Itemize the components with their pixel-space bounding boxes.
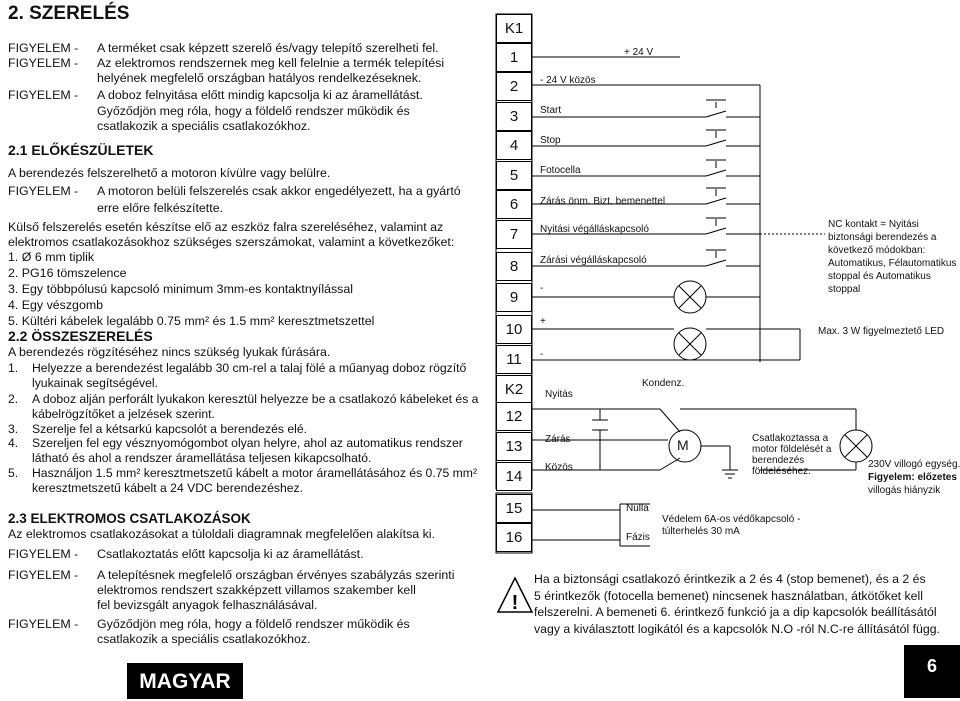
list-item: 5. Kültéri kábelek legalább 0.75 mm² és 1.5 mm² keresztmetszettel bbox=[8, 314, 375, 328]
motor-note: motor földelését a bbox=[752, 444, 832, 455]
step-text: keresztmetszetű kábelt a 24 VDC berendezéshez. bbox=[32, 481, 303, 495]
step-number: 5. bbox=[8, 466, 19, 480]
terminal-5: 5 bbox=[496, 161, 532, 190]
nc-note: Automatikus, Félautomatikus bbox=[828, 258, 957, 269]
language-tab: MAGYAR bbox=[127, 663, 243, 699]
nc-note: stoppal bbox=[828, 284, 861, 295]
warn-tag: FIGYELEM - bbox=[8, 568, 79, 582]
step-number: 3. bbox=[8, 422, 19, 436]
warn-text: A terméket csak képzett szerelő és/vagy telepítő szerelheti fel. bbox=[97, 41, 439, 55]
subsection-title: 2.1 ELŐKÉSZÜLETEK bbox=[8, 142, 154, 158]
label-opening: Nyitás bbox=[545, 389, 573, 400]
terminal-7: 7 bbox=[496, 220, 532, 249]
label-open-limit: Nyitási végálláskapcsoló bbox=[540, 224, 649, 235]
nc-note: következő módokban: bbox=[828, 245, 926, 256]
step-text: A doboz alján perforált lyukakon keresztül helyezze be a csatlakozó kábeleket és a bbox=[32, 392, 479, 406]
label-minus: - bbox=[540, 349, 544, 360]
warn-tag: FIGYELEM - bbox=[8, 184, 79, 198]
step-text: látható és ahol a rendszer áramellátása teljesen kikapcsolható. bbox=[32, 451, 372, 465]
terminal-13: 13 bbox=[496, 432, 532, 461]
warn-tag: FIGYELEM - bbox=[8, 41, 79, 55]
warn-text: erre előre felkészítette. bbox=[97, 201, 224, 215]
warn-text: helyének megfelelő országban hatályos rendelkezéseknek. bbox=[97, 71, 422, 85]
label-start: Start bbox=[540, 105, 562, 116]
led-note: Max. 3 W figyelmeztető LED bbox=[818, 326, 945, 337]
terminal-15: 15 bbox=[496, 494, 532, 523]
paragraph: Külső felszerelés esetén készítse elő az eszköz falra szereléséhez, valamint az bbox=[8, 220, 444, 234]
step-text: kábelrögzítőket a jelzések szerint. bbox=[32, 407, 215, 421]
warn-tag: FIGYELEM - bbox=[8, 88, 79, 102]
terminal-14: 14 bbox=[496, 462, 532, 491]
subsection-title: 2.2 ÖSSZESZERELÉS bbox=[8, 328, 153, 344]
subsection-title: 2.3 ELEKTROMOS CSATLAKOZÁSOK bbox=[8, 511, 251, 526]
list-item: 2. PG16 tömszelence bbox=[8, 266, 127, 280]
warn-text: Csatlakoztatás előtt kapcsolja ki az áramellátást. bbox=[97, 547, 364, 561]
label-closing-safety: Zárás önm. Bizt. bemenettel bbox=[540, 196, 666, 207]
label-close-limit: Zárási végálláskapcsoló bbox=[540, 255, 647, 266]
label-minus: - bbox=[540, 283, 544, 294]
note-line: Ha a biztonsági csatlakozó érintkezik a 2 és 4 (stop bemenet), és a 2 és bbox=[534, 572, 926, 586]
label-neutral: Nulla bbox=[626, 503, 649, 514]
terminal-1: 1 bbox=[496, 43, 532, 72]
step-text: Szereljen fel egy vésznyomógombot olyan helyre, ahol az automatikus rendszer bbox=[32, 436, 463, 450]
note-line: vagy a kiválasztott logikától és a kapcsolók N.O -ról N.C-re állításától függ. bbox=[534, 621, 940, 636]
step-text: Használjon 1.5 mm² keresztmetszetű kábelt a motor áramellátásához és 0.75 mm² bbox=[32, 466, 478, 480]
motor-note: berendezés bbox=[752, 455, 805, 466]
section-title: 2. SZERELÉS bbox=[8, 3, 130, 24]
terminal-2: 2 bbox=[496, 72, 532, 101]
step-number: 2. bbox=[8, 392, 19, 406]
warn-text: A doboz felnyitása előtt mindig kapcsolja ki az áramellátást. bbox=[97, 88, 423, 102]
step-text: Helyezze a berendezést legalább 30 cm-rel a talaj fölé a műanyag doboz rögzítő bbox=[32, 361, 467, 375]
warn-text: csatlakozik a speciális csatlakozókhoz. bbox=[97, 119, 311, 133]
terminal-11: 11 bbox=[496, 345, 532, 374]
warn-text: Győződjön meg róla, hogy a földelő rendszer működik és bbox=[97, 617, 410, 631]
warn-text: elektromos rendszert szakképzett villamos szakember kell bbox=[97, 583, 416, 597]
label-plus: + bbox=[540, 316, 546, 327]
list-item: 1. Ø 6 mm tiplik bbox=[8, 250, 95, 264]
nc-note: biztonsági berendezés a bbox=[828, 232, 937, 243]
warn-tag: FIGYELEM - bbox=[8, 617, 79, 631]
step-number: 1. bbox=[8, 361, 19, 375]
k1-label: K1 bbox=[496, 14, 532, 43]
label-capacitor: Kondenz. bbox=[642, 378, 685, 389]
warn-text: A motoron belüli felszerelés csak akkor engedélyezett, ha a gyártó bbox=[97, 184, 461, 198]
paragraph: A berendezés rögzítéséhez nincs szükség lyukak fúrására. bbox=[8, 345, 331, 359]
label-common2: Közös bbox=[545, 462, 573, 473]
lamp-note: 230V villogó egység. bbox=[868, 459, 960, 470]
label-protection: túlterhelés 30 mA bbox=[662, 526, 740, 537]
step-text: Szerelje fel a kétsarkú kapcsolót a berendezés elé. bbox=[32, 422, 308, 436]
label-protection: Védelem 6A-os védőkapcsoló - bbox=[662, 514, 801, 525]
lamp-note: villogás hiányzik bbox=[868, 485, 941, 496]
note-line: felszerelni. A bemeneti 6. érintkező funkció ja a dip kapcsolók beállításától bbox=[534, 605, 937, 619]
lamp-note: Figyelem: előzetes bbox=[868, 472, 957, 483]
label-phase: Fázis bbox=[626, 532, 650, 543]
nc-note: stoppal és Automatikus bbox=[828, 271, 931, 282]
list-item: 4. Egy vészgomb bbox=[8, 298, 104, 312]
paragraph: Az elektromos csatlakozásokat a túloldali diagramnak megfelelően alakítsa ki. bbox=[8, 527, 436, 541]
note-line: 5 érintkezők (fotocella bemenet) nincsenek használatban, átkötőket kell bbox=[534, 588, 923, 603]
step-text: lyukainak segítségével. bbox=[32, 376, 159, 390]
nc-note: NC kontakt = Nyitási bbox=[828, 219, 919, 230]
warn-text: Az elektromos rendszernek meg kell felelnie a termék telepítési bbox=[97, 56, 445, 70]
label-closing: Zárás bbox=[545, 434, 571, 445]
list-item: 3. Egy többpólusú kapcsoló minimum 3mm-es kontaktnyílással bbox=[8, 282, 354, 296]
paragraph: A berendezés felszerelhető a motoron kívülre vagy belülre. bbox=[8, 166, 331, 180]
terminal-6: 6 bbox=[496, 190, 532, 219]
terminal-10: 10 bbox=[496, 315, 532, 344]
terminal-4: 4 bbox=[496, 131, 532, 160]
paragraph: elektromos csatlakozásokhoz szükséges szerszámokat, valamint a következőket: bbox=[8, 235, 455, 249]
label-common: - 24 V közös bbox=[540, 75, 596, 86]
step-number: 4. bbox=[8, 436, 19, 450]
label-24v: + 24 V bbox=[624, 47, 654, 58]
warn-text: fel bevizsgált anyagok felhasználásával. bbox=[97, 598, 318, 612]
terminal-3: 3 bbox=[496, 102, 532, 131]
warn-text: csatlakozik a speciális csatlakozókhoz. bbox=[97, 632, 311, 646]
k2-label: K2 bbox=[496, 375, 532, 404]
terminal-12: 12 bbox=[496, 402, 532, 431]
warn-tag: FIGYELEM - bbox=[8, 56, 79, 70]
terminal-8: 8 bbox=[496, 252, 532, 281]
warning-icon bbox=[498, 578, 532, 614]
terminal-9: 9 bbox=[496, 283, 532, 312]
motor-symbol: M bbox=[677, 437, 689, 453]
motor-note: Csatlakoztassa a bbox=[752, 433, 829, 444]
label-stop: Stop bbox=[540, 135, 561, 146]
terminal-16: 16 bbox=[496, 523, 532, 552]
label-photocell: Fotocella bbox=[540, 165, 581, 176]
note-box bbox=[534, 571, 954, 637]
warn-text: Győződjön meg róla, hogy a földelő rendszer működik és bbox=[97, 104, 410, 118]
warn-tag: FIGYELEM - bbox=[8, 547, 79, 561]
motor-note: földeléséhez. bbox=[752, 466, 811, 477]
svg-text:!: ! bbox=[511, 592, 519, 614]
warn-text: A telepítésnek megfelelő országban érvényes szabályzás szerinti bbox=[97, 568, 455, 582]
page-number: 6 bbox=[904, 645, 960, 698]
